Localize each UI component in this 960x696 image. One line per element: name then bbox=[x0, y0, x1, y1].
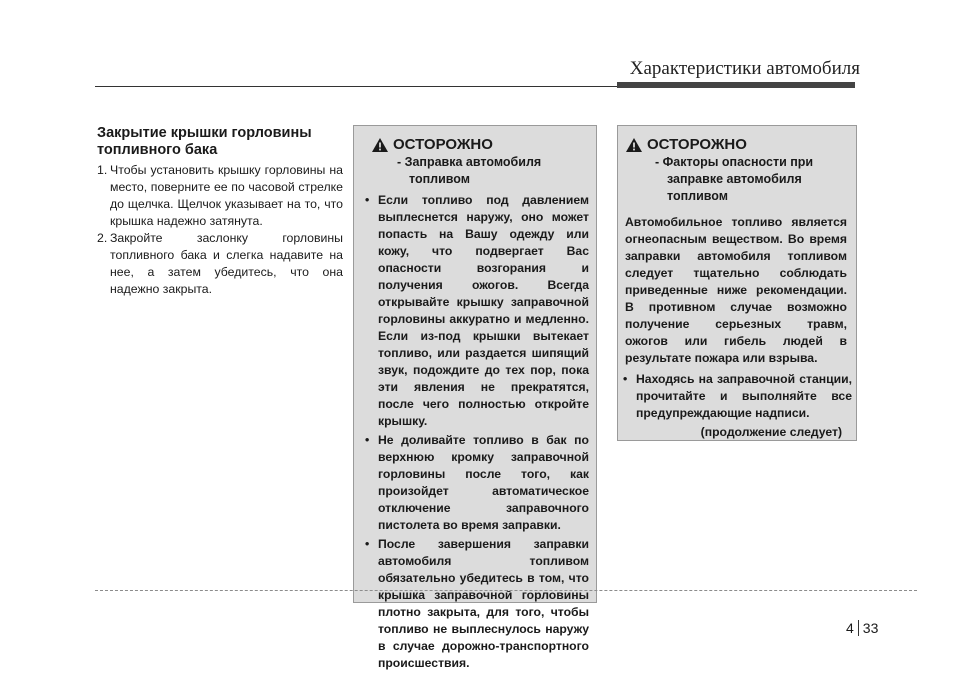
instruction-steps bbox=[97, 162, 343, 298]
caution-subheading: - Факторы опасности при заправке автомобиля топливом bbox=[655, 155, 814, 203]
caution-bullet-text: Если топливо под давлением выплеснется наружу, оно может попасть на Вашу одежду или кожу, что подвергает Вас опасности возгорания и получения ожогов. Всегда открывайте крышку заправочной горловины аккуратно и медленно. Если из-под крышки вытекает топливо, или раздается шипящий звук, подождите до тех пор, пока эти явления не прекратятся, после чего полностью откройте крышку. bbox=[378, 193, 589, 428]
continued-note: (продолжение следует) bbox=[700, 425, 842, 439]
caution-subheading: - Заправка автомобиля топливом bbox=[397, 155, 542, 186]
caution-bullet-text: Не доливайте топливо в бак по верхнюю кромку заправочной горловины после того, как произойдет автоматическое отключение заправочного пистолета во время заправки. bbox=[378, 433, 589, 532]
section-title: Закрытие крышки горловины топливного бака bbox=[97, 125, 312, 158]
caution-box-hazards bbox=[617, 125, 857, 441]
header-rule bbox=[95, 86, 617, 87]
warning-icon bbox=[625, 137, 643, 153]
header-rule-accent bbox=[617, 82, 855, 88]
page-number-separator bbox=[858, 620, 859, 636]
caution-bullets bbox=[618, 371, 856, 422]
caution-paragraph: Автомобильное топливо является огнеопасным веществом. Во время заправки автомобиля топливом следует тщательно соблюдать приведенные ниже рекомендации. В противном случае возможно получение серьезных травм, ожогов или гибель людей в результате пожара или взрыва. bbox=[625, 215, 847, 365]
warning-icon bbox=[371, 137, 389, 153]
step-item bbox=[97, 162, 343, 230]
caution-heading-text: ОСТОРОЖНО bbox=[393, 136, 493, 153]
caution-bullet: • Если топливо под давлением выплеснется наружу, оно может попасть на Вашу одежду или кожу, что подвергает Вас опасности возгорания и получения ожогов. Всегда открывайте крышку заправочной горловины аккуратно и медленно. Если из-под крышки вытекает топливо, или раздается шипящий звук, подождите до тех пор, пока эти явления не прекратятся, после чего полностью откройте крышку. bbox=[365, 193, 589, 428]
step-item bbox=[97, 230, 343, 298]
page-number-value: 33 bbox=[862, 620, 879, 636]
chapter-number: 4 bbox=[846, 620, 854, 636]
step-text: Чтобы установить крышку горловины на место, поверните ее по часовой стрелке до щелчка. Щелчок указывает на то, что крышка надежно затянута. bbox=[110, 163, 343, 228]
running-header-title: Характеристики автомобиля bbox=[629, 58, 860, 79]
caution-bullet-text: После завершения заправки автомобиля топливом обязательно убедитесь в том, что крышка заправочной горловины плотно закрыта, для того, чтобы топливо не выплеснулось наружу в случае дорожно-транспортного происшествия. bbox=[378, 537, 589, 670]
caution-bullet: • После завершения заправки автомобиля топливом обязательно убедитесь в том, что крышка заправочной горловины плотно закрыта, для того, чтобы топливо не выплеснулось наружу в случае дорожно-транспортного происшествия. bbox=[365, 537, 589, 670]
step-text: Закройте заслонку горловины топливного бака и слегка надавите на нее, а затем убедитесь, что она надежно закрыта. bbox=[110, 231, 343, 296]
footer-rule bbox=[95, 590, 917, 591]
caution-bullet: • Не доливайте топливо в бак по верхнюю кромку заправочной горловины после того, как произойдет автоматическое отключение заправочного пистолета во время заправки. bbox=[365, 433, 589, 532]
caution-heading bbox=[625, 136, 856, 154]
caution-heading bbox=[371, 136, 596, 154]
caution-bullet-text: Находясь на заправочной станции, прочитайте и выполняйте все предупреждающие надписи. bbox=[636, 372, 852, 420]
caution-bullets bbox=[354, 192, 596, 672]
step-number: 2. bbox=[97, 231, 108, 245]
caution-box-refueling bbox=[353, 125, 597, 670]
caution-bullet: • Находясь на заправочной станции, прочитайте и выполняйте все предупреждающие надписи. bbox=[623, 372, 852, 420]
caution-heading-text: ОСТОРОЖНО bbox=[647, 136, 747, 153]
page-number bbox=[846, 620, 878, 636]
step-number: 1. bbox=[97, 163, 108, 177]
